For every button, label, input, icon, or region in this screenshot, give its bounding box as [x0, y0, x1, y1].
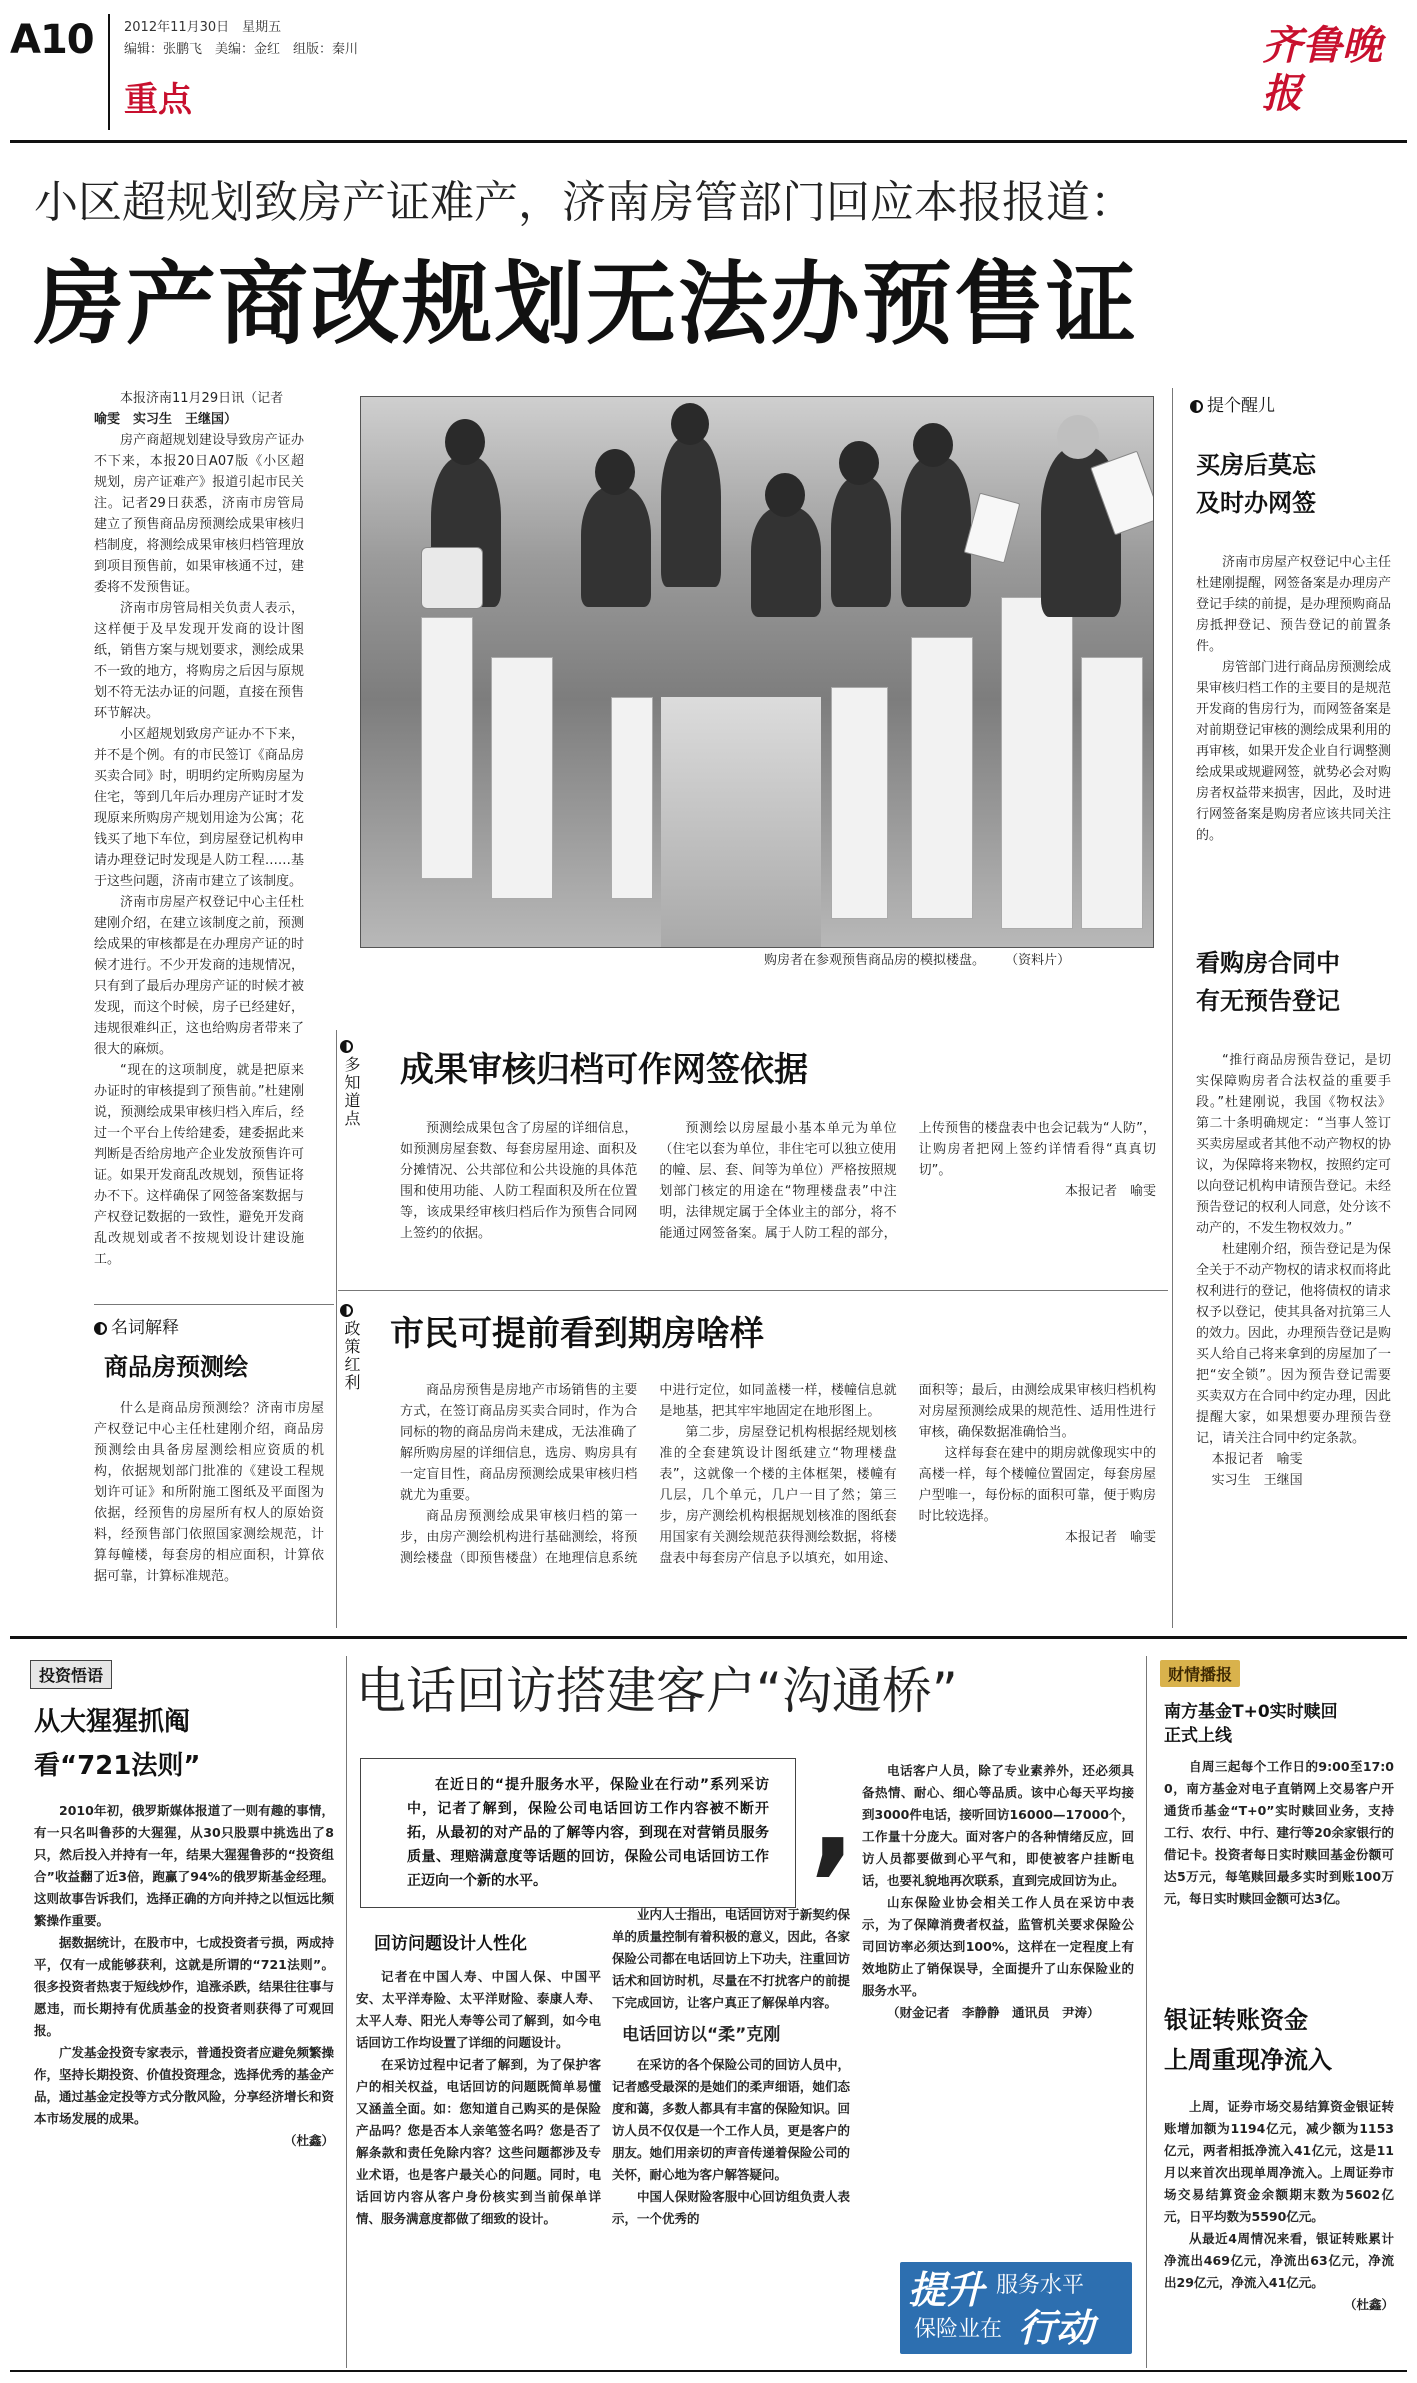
- huifang-col1: [356, 1966, 601, 2230]
- visitor-figure: [581, 487, 651, 607]
- tixing-title-line: 买房后莫忘: [1196, 451, 1316, 479]
- huifang-paragraph: 山东保险业协会相关工作人员在采访中表示，为了保障消费者权益，监管机关要求保险公司回访率必须达到100%，这样在一定程度上有效地防止了销保误导，全面提升了山东保险业的服务水平。: [862, 1895, 1134, 1998]
- huifang-paragraph: 记者在中国人寿、中国人保、中国平安、太平洋寿险、太平洋财险、泰康人寿、太平人寿、阳光人寿等公司了解到，如今电话回访工作均设置了详细的问题设计。: [356, 1969, 601, 2050]
- caiqing-title2: [1164, 2000, 1332, 2080]
- touzi-tag-text: 投资悟语: [30, 1660, 112, 1689]
- mingci-paragraph: 什么是商品房预测绘？济南市房屋产权登记中心主任杜建刚介绍，商品房预测绘由具备房屋测绘相应资质的机构，依据规划部门批准的《建设工程规划许可证》和所附施工图纸及平面图为依据，经预售的房屋所有权人的原始资料，经预售部门依照国家测绘规范，计算每幢楼，每套房的相应面积，计算依据可靠，计算标准规范。: [94, 1401, 324, 1584]
- byline-intro: 本报济南11月29日讯（记者: [120, 391, 284, 406]
- huifang-paragraph: 在采访的各个保险公司的回访人员中，记者感受最深的是她们的柔声细语，她们态度和蔼，多数人都具有丰富的保险知识。回访人员不仅仅是一个工作人员，更是客户的朋友。她们用亲切的声音传递着保险公司的关怀，耐心地为客户解答疑问。: [612, 2057, 850, 2182]
- huifang-paragraph: 电话客户人员，除了专业素养外，还必须具备热情、耐心、细心等品质。该中心每天平均接到3000件电话，接听回访16000—17000个，工作量十分庞大。面对客户的各种情绪反应，回访人员都要做到心平气和，即使被客户挂断电话，也要礼貌地再次联系，直到完成回访为止。: [862, 1763, 1134, 1888]
- huifang-paragraph: 中国人保财险客服中心回访组负责人表示，一个优秀的: [612, 2189, 850, 2226]
- zhengce-byline: 本报记者 喻雯: [1064, 1530, 1156, 1545]
- duozhi-label: 多知道点: [342, 1056, 361, 1128]
- zhengce-paragraph: 商品房预售是房地产市场销售的主要方式，在签订商品房买卖合同时，作为合同标的物的商品房尚未建成，无法准确了解所购房屋的详细信息，选房、购房具有一定盲目性，商品房预测绘成果审核归档就尤为重要。: [400, 1383, 638, 1503]
- zhengce-paragraph: 第二步，房屋登记机构根据经规划核准的全套建筑设计图纸建立“物理楼盘表”，这就像一个楼的主体框架，楼幢有几层，几个单元，几户一目了然；第三步，房产测绘机构根据规划核准的图纸套用国家有关测绘规范获得测绘数据，将楼盘表中每套房产信息予以填充，如用途、面积等；最后，由测绘成果审核归档机构对房屋预测绘成果的规范性、适用性进行审核，确保数据准确恰当。: [659, 1383, 1156, 1566]
- section-label: 重点: [124, 80, 192, 120]
- caiqing-tag-text: 财情播报: [1160, 1660, 1240, 1687]
- visitor-head: [913, 423, 953, 467]
- touzi-paragraph: 2010年初，俄罗斯媒体报道了一则有趣的事情，有一只名叫鲁莎的大猩猩，从30只股票中挑选出了8只，然后投入并持有一年，结果大猩猩鲁莎的“投资组合”收益翻了近3倍，跑赢了94%的俄罗斯基金经理。这则故事告诉我们，选择正确的方向并持之以恒远比频繁操作重要。: [34, 1803, 335, 1928]
- caiqing-paragraph: 从最近4周情况来看，银证转账累计净流出469亿元，净流出63亿元，净流出29亿元，净流入41亿元。: [1164, 2231, 1394, 2290]
- tag-dot-icon: [1190, 400, 1203, 413]
- column-divider: [1146, 1656, 1147, 2368]
- model-building: [1001, 597, 1073, 929]
- tixing-body: [1196, 552, 1391, 846]
- caiqing-title-line: 南方基金T+0实时赎回: [1164, 1702, 1338, 1722]
- photo-credit: （资料片）: [1005, 953, 1071, 968]
- mingci-body: [94, 1398, 324, 1587]
- lead-paragraph: “现在的这项制度，就是把原来办证时的审核提到了预售前。”杜建刚说，预测绘成果审核归档入库后，经过一个平台上传给建委，建委据此来判断是否给房地产企业发放预售许可证。如果开发商乱改规划，预售证将办不下。这样确保了网签备案数据与产权登记数据的一致性，避免开发商乱改规划或者不按规划设计建设施工。: [94, 1063, 304, 1267]
- zhengce-body: [400, 1380, 1156, 1622]
- tixing-paragraph: “推行商品房预告登记，是切实保障购房者合法权益的重要手段。”杜建刚说，我国《物权法》第二十条明确规定：“当事人签订买卖房屋或者其他不动产物权的协议，为保障将来物权，按照约定可以向登记机构申请预告登记。未经预告登记的权利人同意，处分该不动产的，不发生物权效力。”: [1196, 1053, 1392, 1236]
- mingci-tag-text: 名词解释: [111, 1318, 179, 1338]
- huifang-byline: （财金记者 李静静 通讯员 尹涛）: [887, 2005, 1100, 2020]
- visitor-head: [1057, 415, 1099, 459]
- duozhi-paragraph: 预测绘以房屋最小基本单元为单位（住宅以套为单位，非住宅可以独立使用的幢、层、套、间等为单位）严格按照规划部门核定的用途在“物理楼盘表”中注明，法律规定属于全体业主的部分，将不能通过网签备案。属于人防工程的部分，上传预售的楼盘表中也会记载为“人防”，让购房者把网上签约详情看得“真真切切”。: [659, 1121, 1156, 1241]
- duozhi-marker: [340, 1036, 357, 1055]
- zhengce-headline: 市民可提前看到期房啥样: [390, 1314, 764, 1354]
- page-number: A10: [10, 17, 94, 63]
- section-rule: [338, 1290, 1168, 1291]
- tixing-tag: [1190, 394, 1275, 418]
- lead-headline: 房产商改规划无法办预售证: [34, 252, 1138, 357]
- section-rule: [94, 1304, 334, 1305]
- masthead-divider: [108, 14, 110, 130]
- column-divider: [1172, 388, 1173, 1628]
- tag-dot-icon: [94, 1322, 107, 1335]
- caiqing-body1: [1164, 1756, 1394, 1910]
- duozhi-headline: 成果审核归档可作网签依据: [400, 1050, 808, 1090]
- touzi-body: [34, 1800, 334, 2152]
- touzi-paragraph: 广发基金投资专家表示，普通投资者应避免频繁操作，坚持长期投资、价值投资理念，选择优秀的基金产品，通过基金定投等方式分散风险，分享经济增长和资本市场发展的成果。: [34, 2045, 335, 2126]
- mingci-tag: [94, 1316, 179, 1340]
- tixing-title-line: 有无预告登记: [1196, 987, 1340, 1015]
- model-road: [661, 697, 821, 947]
- byline-names: 喻雯 实习生 王继国）: [94, 412, 238, 427]
- section-divider: [10, 1636, 1407, 1639]
- brochure: [964, 493, 1021, 564]
- caiqing-byline: （杜鑫）: [1343, 2297, 1394, 2312]
- column-divider: [346, 1656, 347, 2368]
- visitor-head: [445, 419, 485, 465]
- visitor-figure: [751, 507, 821, 617]
- column-divider: [336, 1030, 337, 1628]
- huifang-sub2: 电话回访以“柔”克刚: [622, 2025, 781, 2045]
- zhengce-label: 政策红利: [342, 1320, 361, 1392]
- tixing-paragraph: 济南市房屋产权登记中心主任杜建刚提醒，网签备案是办理房产登记手续的前提，是办理预购商品房抵押登记、预告登记的前置条件。: [1196, 555, 1392, 654]
- tixing-title-line: 及时办网签: [1196, 489, 1316, 517]
- masthead-rule: [10, 140, 1407, 143]
- mingci-title: 商品房预测绘: [104, 1353, 248, 1381]
- duozhi-body: [400, 1118, 1156, 1294]
- photo-caption: [764, 952, 1070, 970]
- visitor-figure: [901, 457, 971, 607]
- caiqing-title1: [1164, 1700, 1338, 1748]
- editors-line: 编辑：张鹏飞 美编：金红 组版：秦川: [124, 42, 359, 57]
- lead-paragraph: 济南市房管局相关负责人表示，这样便于及早发现开发商的设计图纸，销售方案与规划要求，测绘成果不一致的地方，将购房之后因与原规划不符无法办证的问题，直接在预售环节解决。: [94, 601, 304, 721]
- tag-dot-icon: [340, 1040, 353, 1053]
- tixing-tag-text: 提个醒儿: [1207, 396, 1275, 416]
- visitor-head: [595, 449, 635, 495]
- visitor-figure: [831, 477, 891, 607]
- touzi-paragraph: 据数据统计，在股市中，七成投资者亏损，两成持平，仅有一成能够获利，这就是所谓的“721法则”。很多投资者热衷于短线炒作，追涨杀跌，结果往往事与愿违，而长期持有优质基金的投资者则获得了可观回报。: [34, 1935, 335, 2038]
- caiqing-title-line: 银证转账资金: [1164, 2006, 1308, 2034]
- quote-mark-icon: ,: [810, 1750, 856, 1889]
- caiqing-paragraph: 上周，证券市场交易结算资金银证转账增加额为1194亿元，减少额为1153亿元，两者相抵净流入41亿元，这是11月以来首次出现单周净流入。上周证券市场交易结算资金余额期末数为5602亿元，日平均数为5590亿元。: [1164, 2099, 1394, 2224]
- caiqing-body2: [1164, 2096, 1394, 2316]
- huifang-lead: 在近日的“提升服务水平，保险业在行动”系列采访中，记者了解到，保险公司电话回访工作内容被不断开拓，从最初的对产品的了解等内容，到现在对营销员服务质量、理赔满意度等话题的回访，保险公司电话回访工作正迈向一个新的水平。: [407, 1777, 769, 1889]
- visitor-figure: [661, 437, 721, 587]
- caiqing-paragraph: 自周三起每个工作日的9:00至17:00，南方基金对电子直销网上交易客户开通货币基金“T+0”实时赎回业务，支持工行、农行、中行、建行等20余家银行的借记卡。投资者每日实时赎回基金份额可达5万元，每笔赎回最多实时到账100万元，每日实时赎回金额可达3亿。: [1164, 1759, 1394, 1906]
- huifang-lead-box: [360, 1758, 796, 1908]
- photo-caption-text: 购房者在参观预售商品房的模拟楼盘。: [764, 953, 986, 968]
- duozhi-byline: 本报记者 喻雯: [1064, 1184, 1156, 1199]
- huifang-headline: 电话回访搭建客户“沟通桥”: [356, 1662, 958, 1720]
- tixing-paragraph: 杜建刚介绍，预告登记是为保全关于不动产物权的请求权而将此权利进行的登记，他将债权的请求权予以登记，使其具备对抗第三人的效力。因此，办理预告登记是购买人给自己将来拿到的房屋加了一把“安全锁”。因为预告登记需要买卖双方在合同中约定办理，因此提醒大家，如果想要办理预告登记，请关注合同中约定条款。: [1196, 1242, 1392, 1446]
- logo-line: 服务水平: [996, 2273, 1085, 2298]
- huifang-paragraph: 在采访过程中记者了解到，为了保护客户的相关权益，电话回访的问题既简单易懂又涵盖全面。如：您知道自己购买的是保险产品吗？您是否本人亲笔签名吗？您是否了解条款和责任免除内容？这些问题都涉及专业术语，也是客户最关心的问题。同时，电话回访内容从客户身份核实到当前保单详情、服务满意度都做了细致的设计。: [356, 2057, 601, 2226]
- zhengce-paragraph: 商品房预测绘成果审核归档的第一步，由房产测绘机构进行基础测绘，将预测绘楼盘（即预售楼盘）在地理信息系统中进行定位，如同盖楼一样，楼幢信息就是地基，把其牢牢地固定在地形图上。: [400, 1383, 897, 1566]
- tixing-paragraph: 房管部门进行商品房预测绘成果审核归档工作的主要目的是规范开发商的售房行为，而网签备案是对前期登记审核的测绘成果利用的再审核，如果开发企业自行调整测绘成果或规避网签，就势必会对购房者权益带来损害，因此，及时进行网签备案是购房者应该共同关注的。: [1196, 660, 1392, 843]
- lead-kicker: 小区超规划致房产证难产，济南房管部门回应本报报道：: [34, 177, 1134, 228]
- insurance-campaign-logo: [900, 2262, 1132, 2354]
- visitor-head: [839, 441, 879, 485]
- model-building: [611, 697, 653, 899]
- lead-paragraph: 房产商超规划建设导致房产证办不下来，本报20日A07版《小区超规划，房产证难产》报道引起市民关注。记者29日获悉，济南市房管局建立了预售商品房预测绘成果审核归档制度，将测绘成果审核归档管理放到项目预售前，如果审核通不过，建委将不发预售证。: [94, 433, 304, 595]
- model-building: [491, 657, 553, 899]
- model-building: [911, 637, 973, 919]
- lead-body: [94, 388, 304, 1270]
- huifang-col2: [612, 1904, 850, 2230]
- logo-line: 保险业在: [914, 2317, 1003, 2342]
- model-building: [1081, 657, 1143, 929]
- tixing-title-2: [1196, 944, 1340, 1020]
- tixing-title-line: 看购房合同中: [1196, 949, 1340, 977]
- caiqing-title-line: 上周重现净流入: [1164, 2046, 1332, 2074]
- huifang-sub1: 回访问题设计人性化: [374, 1934, 527, 1954]
- touzi-title-line: 从大猩猩抓阄: [34, 1707, 191, 1737]
- lead-paragraph: 济南市房屋产权登记中心主任杜建刚介绍，在建立该制度之前，预测绘成果的审核都是在办理房产证的时候才进行。不少开发商的违规情况，只有到了最后办理房产证的时候才被发现，而这个时候，房子已经建好，违规很难纠正，这也给购房者带来了很大的麻烦。: [94, 895, 304, 1057]
- zhengce-paragraph: 这样每套在建中的期房就像现实中的高楼一样，每个楼幢位置固定，每套房屋户型唯一，每份标的面积可靠，便于购房时比较选择。: [918, 1446, 1156, 1524]
- caiqing-title-line: 正式上线: [1164, 1726, 1232, 1746]
- duozhi-paragraph: 预测绘成果包含了房屋的详细信息，如预测房屋套数、每套房屋用途、面积及分摊情况、公共部位和公共设施的具体范围和使用功能、人防工程面积及所在位置等，该成果经审核归档后作为预售合同网上签约的依据。: [400, 1121, 638, 1241]
- logo-script: 提升: [908, 2267, 985, 2312]
- touzi-tag: [30, 1660, 112, 1689]
- date-line: 2012年11月30日 星期五: [124, 20, 282, 35]
- touzi-title-line: 看“721法则”: [34, 1751, 201, 1781]
- tixing-byline: 本报记者 喻雯: [1211, 1452, 1303, 1467]
- tag-dot-icon: [340, 1304, 353, 1317]
- model-building: [421, 617, 473, 879]
- paper-logo: 齐鲁晚报: [1262, 22, 1382, 117]
- touzi-byline: （杜鑫）: [283, 2133, 334, 2148]
- lead-paragraph: 小区超规划致房产证办不下来，并不是个例。有的市民签订《商品房买卖合同》时，明明约定所购房屋为住宅，等到几年后办理房产证时才发现原来所购房产规划用途为公寓；花钱买了地下车位，到房屋登记机构申请办理登记时发现是人防工程……基于这些问题，济南市建立了该制度。: [94, 727, 304, 889]
- caiqing-tag: [1160, 1660, 1240, 1687]
- tixing-byline: 实习生 王继国: [1211, 1473, 1303, 1488]
- huifang-col3: [862, 1760, 1134, 2024]
- tixing-body-2: [1196, 1050, 1391, 1491]
- visitor-head: [765, 473, 805, 517]
- page-bottom-rule: [10, 2370, 1407, 2372]
- news-photo: [360, 396, 1154, 948]
- handbag: [421, 547, 483, 609]
- logo-script: 行动: [1018, 2305, 1095, 2350]
- tixing-title: [1196, 446, 1316, 522]
- huifang-paragraph: 业内人士指出，电话回访对于新契约保单的质量控制有着积极的意义，因此，各家保险公司都在电话回访上下功夫，注重回访话术和回访时机，尽量在不打扰客户的前提下完成回访，让客户真正了解保单内容。: [612, 1907, 850, 2010]
- model-building: [831, 687, 888, 919]
- touzi-title: [34, 1700, 200, 1788]
- visitor-head: [671, 403, 709, 445]
- zhengce-marker: [340, 1300, 357, 1319]
